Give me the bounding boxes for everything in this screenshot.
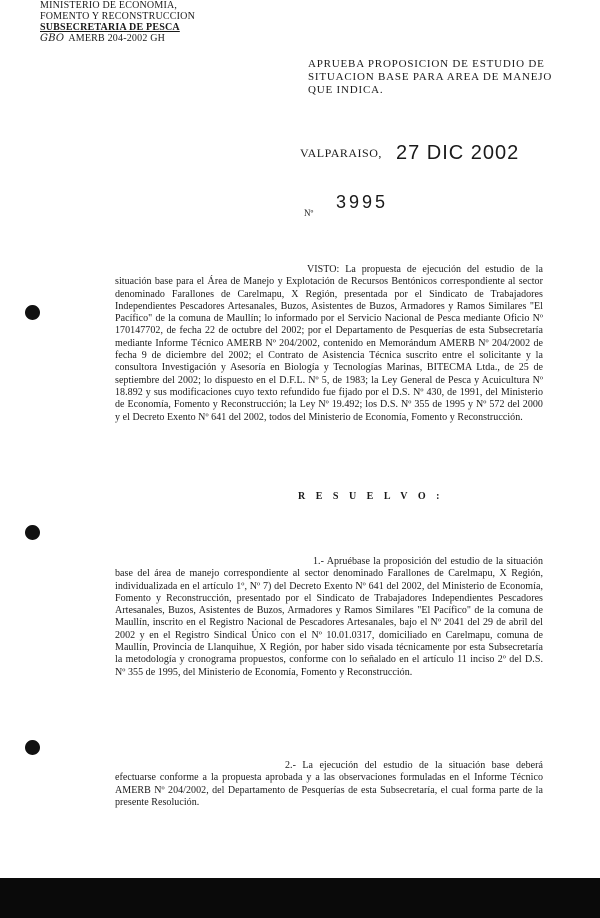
point-2-paragraph	[115, 760, 543, 809]
number-label: Nº	[304, 208, 314, 218]
resolution-number: 3995	[336, 192, 389, 212]
ministry-header	[40, 0, 195, 44]
point-1-number: 1.-	[313, 556, 327, 567]
punch-hole	[25, 305, 40, 320]
point-1-text: Apruébase la proposición del estudio de la situación base del área de manejo correspondiente al sector denominado Farallones de Carelmapu, X Región, individualizada en el artículo 1º, Nº 7) del Decreto Exento Nº 641 del 2002, del Ministerio de Economía, Fomento y Reconstrucción, presentado por el Sindicato de Trabajadores Independientes Pescadores Artesanales, Buzos, Asistentes de Buzos, Armadores y Ramos Similares "El Pacífico" de la comuna de Maullín, inscrito en el Registro Nacional de Pescadores Artesanales, bajo el Nº 2041 del 29 de abril del 2002 y en el Registro Sindical Único con el Nº 10.01.0317, domiciliado en Carelmapu, comuna de Maullín, Provincia de Llanquihue, X Región, por haber sido visada técnicamente por esta Subsecretaría la metodología y cronograma propuestos, conforme con lo señalado en el artículo 11 inciso 2º del D.S. Nº 355 de 1995, del Ministerio de Economía, Fomento y Reconstrucción.	[115, 556, 543, 678]
date-stamp: 27 DIC 2002	[396, 142, 520, 164]
ministry-line-1: MINISTERIO DE ECONOMIA,	[40, 0, 178, 11]
resuelvo-heading: R E S U E L V O :	[298, 491, 444, 502]
visto-text: La propuesta de ejecución del estudio de la situación base para el Área de Manejo y Explotación de Recursos Bentónicos correspondiente al sector denominado Farallones de Carelmapu, X Región, presentada por el Sindicato de Trabajadores Independientes Pescadores Artesanales, Buzos, Asistentes de Buzos, Armadores y Ramos Similares "El Pacífico" de la comuna de Maullín; lo informado por el Servicio Nacional de Pesca mediante Oficio Nº 170147702, de fecha 22 de octubre del 2002; por el Departamento de Pesquerías de esta Subsecretaría mediante Informe Técnico AMERB Nº 204/2002, contenido en Memorándum AMERB Nº 204/2002 de fecha 9 de diciembre del 2002; el Contrato de Asistencia Técnica suscrito entre el solicitante y la consultora Investigación y Asesoría en Biología y Tecnologías Marinas, BITECMA Ltda., de 25 de septiembre del 2002; lo dispuesto en el D.F.L. Nº 5, de 1983; la Ley General de Pesca y Acuicultura Nº 18.892 y sus modificaciones cuyo texto refundido fue fijado por el D.S. Nº 430, de 1991, del Ministerio de Economía, Fomento y Reconstrucción; la Ley Nº 19.492; los D.S. Nº 355 de 1995 y Nº 572 del 2000 y el Decreto Exento Nº 641 del 2002, todos del Ministerio de Economía, Fomento y Reconstrucción.	[115, 264, 543, 423]
visto-paragraph	[115, 264, 543, 424]
city-label: VALPARAISO,	[300, 146, 382, 160]
point-2-number: 2.-	[285, 760, 303, 771]
scan-bottom-edge	[0, 878, 600, 918]
ministry-line-2: FOMENTO Y RECONSTRUCCION	[40, 11, 196, 22]
handwritten-initials: GBO	[40, 33, 65, 44]
document-title: APRUEBA PROPOSICION DE ESTUDIO DE SITUACION BASE PARA AREA DE MANEJO QUE INDICA.	[308, 58, 553, 96]
point-2-text: La ejecución del estudio de la situación base deberá efectuarse conforme a la propuesta aprobada y a las observaciones formuladas en el Informe Técnico AMERB Nº 204/2002, del Departamento de Pesquerías de esta Subsecretaría, el cual forma parte de la presente Resolución.	[115, 760, 543, 808]
punch-hole	[25, 525, 40, 540]
reference-code: AMERB 204-2002 GH	[68, 33, 166, 44]
punch-hole	[25, 740, 40, 755]
reference-line	[40, 33, 195, 44]
visto-lead: VISTO:	[307, 264, 340, 275]
subsecretaria-line: SUBSECRETARIA DE PESCA	[40, 22, 180, 33]
point-1-paragraph	[115, 556, 543, 679]
